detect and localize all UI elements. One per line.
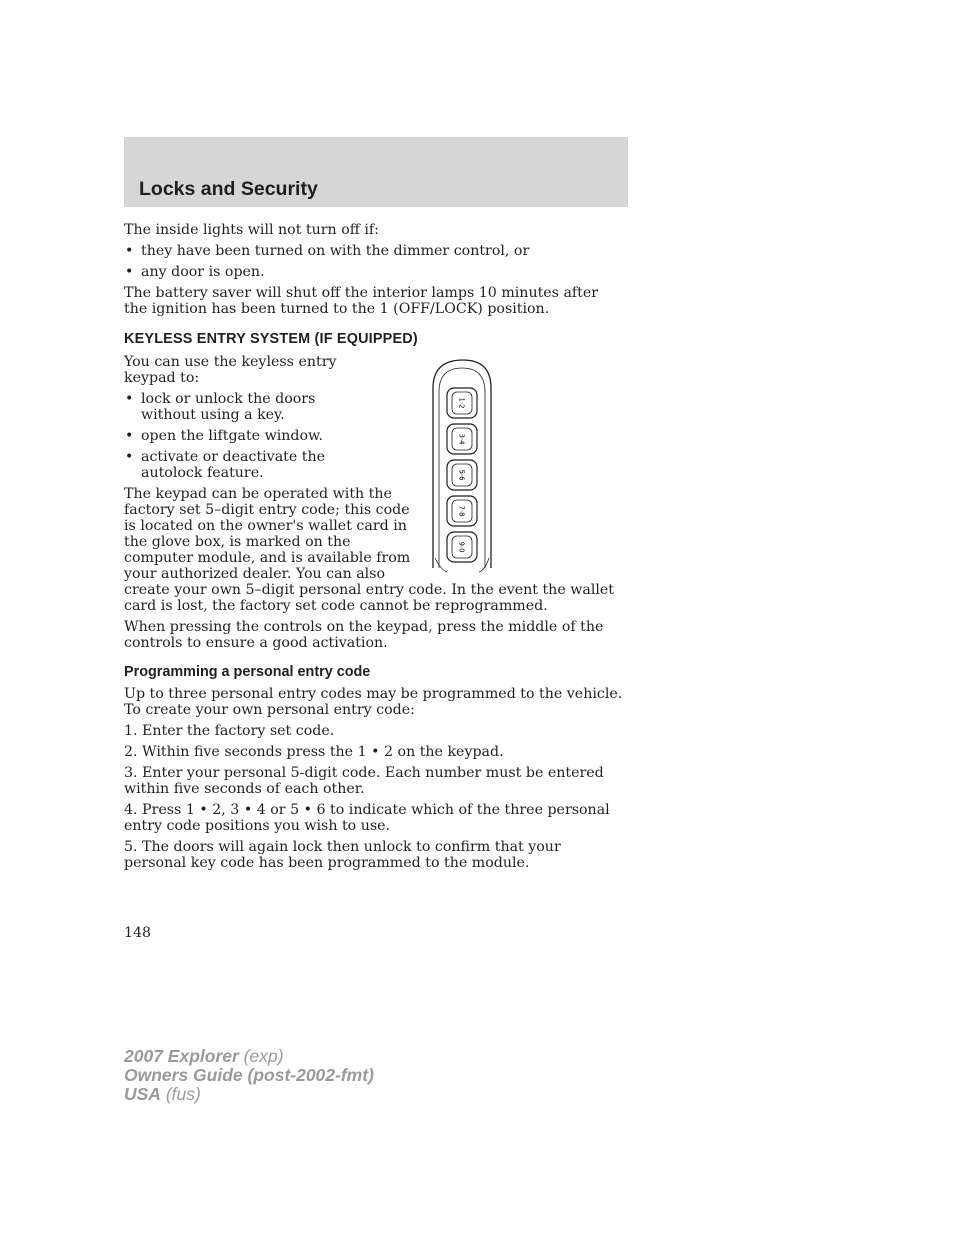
footer-model: 2007 Explorer <box>124 1046 239 1066</box>
list-item: • they have been turned on with the dimmer control, or <box>124 243 624 259</box>
pressing-controls-text: When pressing the controls on the keypad, press the middle of the controls to ensure a good activation. <box>124 619 604 651</box>
list-item: • activate or deactivate the autolock feature. <box>124 449 372 481</box>
keypad-illustration <box>421 358 556 580</box>
keypad-button <box>447 532 477 562</box>
keyless-entry-heading: KEYLESS ENTRY SYSTEM (IF EQUIPPED) <box>124 331 418 347</box>
programming-step: 4. Press 1 • 2, 3 • 4 or 5 • 6 to indicate which of the three personal entry code positions you wish to use. <box>124 802 610 834</box>
keypad-button-label: 7·8 <box>457 505 466 517</box>
programming-intro: Up to three personal entry codes may be programmed to the vehicle. To create your own personal entry code: <box>124 686 623 718</box>
keypad-button <box>447 496 477 526</box>
footer-model-code: (exp) <box>243 1046 284 1066</box>
keyless-uses-list <box>124 391 372 481</box>
battery-intro: The inside lights will not turn off if: <box>124 222 379 238</box>
list-item: • any door is open. <box>124 264 624 280</box>
section-header-band <box>124 137 628 207</box>
keyless-intro: You can use the keyless entry keypad to: <box>124 354 337 386</box>
programming-step: 1. Enter the factory set code. <box>124 723 335 739</box>
footer-market-code: (fus) <box>165 1084 201 1104</box>
programming-step: 2. Within five seconds press the 1 • 2 on the keypad. <box>124 744 504 760</box>
keypad-button-label: 9·0 <box>457 541 466 553</box>
factory-code-text: The keypad can be operated with the factory set 5–digit entry code; this code is located on the owner's wallet card in the glove box, is marked on the computer module, and is available from your authorized dealer. You can also create your own 5–digit personal entry code. In the event the wallet card is lost, the factory set code cannot be reprogrammed. <box>124 486 615 614</box>
footer-market: USA <box>124 1084 161 1104</box>
keypad-button <box>447 460 477 490</box>
page-content <box>124 222 624 876</box>
programming-step: 5. The doors will again lock then unlock to confirm that your personal key code has been programmed to the module. <box>124 839 561 871</box>
page-number: 148 <box>124 925 152 941</box>
section-title: Locks and Security <box>139 178 318 200</box>
programming-step: 3. Enter your personal 5-digit code. Each number must be entered within five seconds of each other. <box>124 765 604 797</box>
programming-heading: Programming a personal entry code <box>124 664 371 680</box>
document-footer <box>124 1047 374 1104</box>
keypad-button-label: 1·2 <box>457 397 466 409</box>
keypad-button <box>447 388 477 418</box>
keypad-button <box>447 424 477 454</box>
keypad-button-label: 3·4 <box>457 433 466 445</box>
list-item: • lock or unlock the doors without using a key. <box>124 391 372 423</box>
keyless-intro-column <box>124 354 372 481</box>
battery-saver-text: The battery saver will shut off the interior lamps 10 minutes after the ignition has been turned to the 1 (OFF/LOCK) position. <box>124 285 599 317</box>
battery-conditions-list <box>124 243 624 280</box>
footer-guide: Owners Guide (post-2002-fmt) <box>124 1065 374 1085</box>
list-item: • open the liftgate window. <box>124 428 372 444</box>
keypad-button-label: 5·6 <box>457 469 466 481</box>
